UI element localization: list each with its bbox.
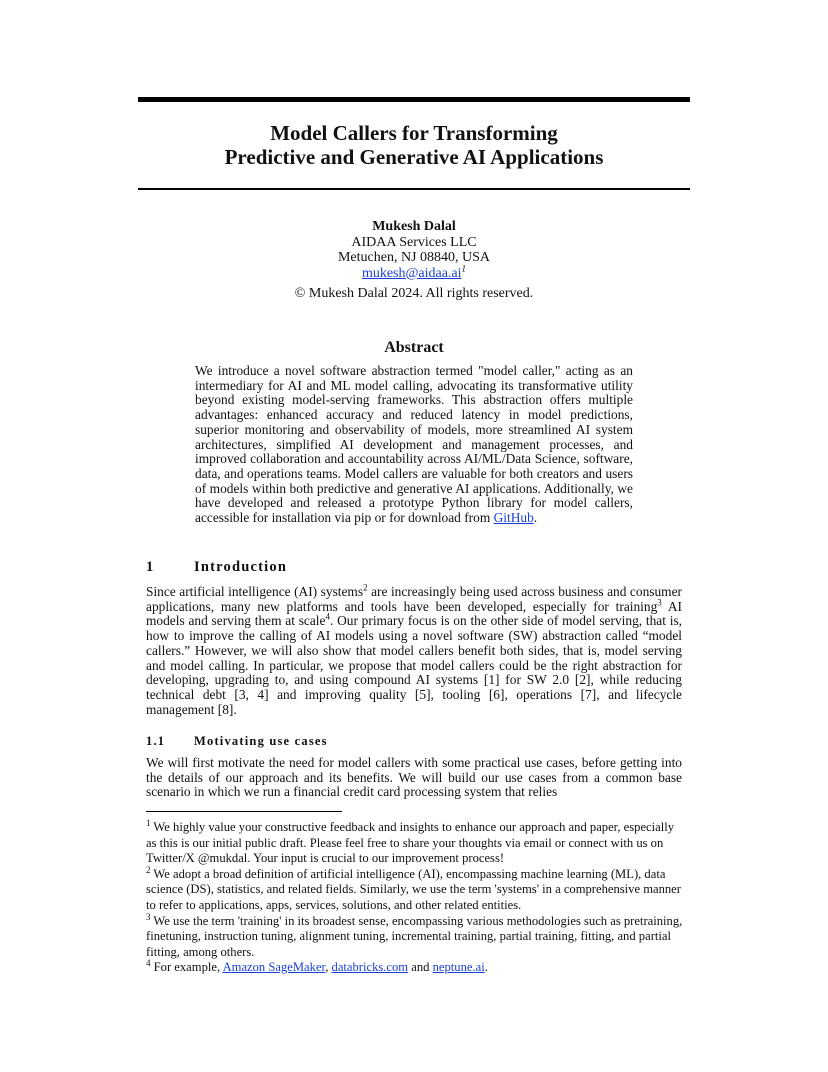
footnote-4-end: . (484, 960, 488, 975)
subsection-number: 1.1 (146, 734, 166, 748)
footnote-4-prefix: For example, (150, 960, 223, 975)
footnote-3-text: We use the term 'training' in its broadest sense, encompassing various methodologies such as pretraining, finetuning, instruction tuning, alignment tuning, incremental training, partial training, fitting, and partial fitting, among others. (146, 913, 683, 959)
footnote-ref-4[interactable]: 4 (325, 611, 330, 622)
title-line-2: Predictive and Generative AI Applications (224, 145, 604, 169)
footnote-4-sep-2: and (408, 960, 433, 975)
title-bottom-rule (138, 188, 690, 190)
subsection-heading-motivating (146, 734, 328, 749)
intro-text-1: Since artificial intelligence (AI) systems (146, 584, 364, 599)
github-link[interactable]: GitHub (493, 510, 534, 526)
intro-text-4: . Our primary focus is on the other side of model serving, that is, how to improve the calling of AI models using a novel software (SW) abstraction called “model callers.” However, we will also show that model callers benefit both sides, that is, model serving and model calling. In particular, we propose that model callers could be the right abstraction for developing, upgrading to, and using compound AI systems [1] for SW 2.0 [2], while reducing technical debt [3, 4] and improving quality [5], tooling [6], operations [7], and lifecycle management [8]. (146, 613, 682, 717)
section-heading-introduction (146, 559, 287, 576)
footnote-1-text: We highly value your constructive feedback and insights to enhance our approach and paper, especially as this is our initial public draft. Please feel free to share your thoughts via email or connect with us on Twitter/X @mukdal. Your input is crucial to our improvement process! (146, 820, 675, 866)
footnote-3 (146, 911, 686, 961)
neptune-link[interactable]: neptune.ai (432, 960, 485, 975)
footnote-1-number: 1 (146, 817, 151, 828)
footnotes (146, 817, 686, 976)
introduction-paragraph (146, 582, 682, 717)
paper-title (138, 121, 690, 169)
section-number: 1 (146, 559, 154, 575)
footnote-3-number: 3 (146, 911, 151, 922)
abstract-heading: Abstract (384, 339, 444, 356)
footnote-ref-2[interactable]: 2 (363, 582, 368, 593)
author-email-link[interactable]: mukesh@aidaa.ai (361, 265, 462, 281)
section-title: Introduction (194, 559, 288, 575)
abstract-body (195, 364, 633, 526)
copyright-notice: © Mukesh Dalal 2024. All rights reserved. (294, 286, 534, 301)
intro-text-3: AI models and serving them at scale (146, 598, 682, 629)
footnote-ref-3[interactable]: 3 (657, 597, 662, 608)
abstract-text: We introduce a novel software abstraction termed "model caller," acting as an intermediary for AI and ML model calling, advocating its transformative utility beyond existing model-serving frameworks. This abstraction offers multiple advantages: enhanced accuracy and reduced latency in model predictions, superior monitoring and observability of models, more streamlined AI system architectures, simplified AI development and management processes, and improved collaboration and accountability across AI/ML/Data Science, software, data, and operations teams. Model callers are valuable for both creators and users of models within both predictive and generative AI applications. Additionally, we have developed and released a prototype Python library for model callers, accessible for installation via pip or for download from (195, 363, 633, 526)
footnote-4 (146, 960, 686, 976)
footnote-2-text: We adopt a broad definition of artificial intelligence (AI), encompassing machine learning (ML), data science (DS), statistics, and related fields. Similarly, we use the term 'systems' in a comprehensive manner to refer to applications, apps, services, solutions, and other related entities. (146, 866, 681, 912)
footnote-2 (146, 864, 686, 914)
footnote-separator (146, 811, 342, 812)
amazon-sagemaker-link[interactable]: Amazon SageMaker (222, 960, 326, 975)
abstract-end: . (533, 510, 538, 526)
footnote-1 (146, 817, 686, 867)
author-block (138, 219, 690, 281)
title-top-rule (138, 97, 690, 102)
footnote-2-number: 2 (146, 864, 151, 875)
author-org: AIDAA Services LLC (351, 234, 477, 250)
footnote-ref-1[interactable]: 1 (461, 262, 467, 273)
intro-text-2: are increasingly being used across business and consumer applications, many new platforms and tools have been developed, especially for training (146, 584, 682, 614)
title-line-1: Model Callers for Transforming (270, 121, 558, 145)
subsection-title: Motivating use cases (194, 734, 328, 748)
motivating-paragraph: We will first motivate the need for model callers with some practical use cases, before getting into the details of our approach and its benefits. We will build our use cases from a common base scenario in which we run a financial credit card processing system that relies (146, 755, 682, 800)
footnote-4-sep-1: , (325, 960, 332, 975)
footnote-4-number: 4 (146, 958, 151, 969)
author-name: Mukesh Dalal (372, 219, 456, 234)
author-email-line (138, 262, 690, 282)
author-location: Metuchen, NJ 08840, USA (337, 250, 491, 265)
databricks-link[interactable]: databricks.com (331, 960, 409, 975)
